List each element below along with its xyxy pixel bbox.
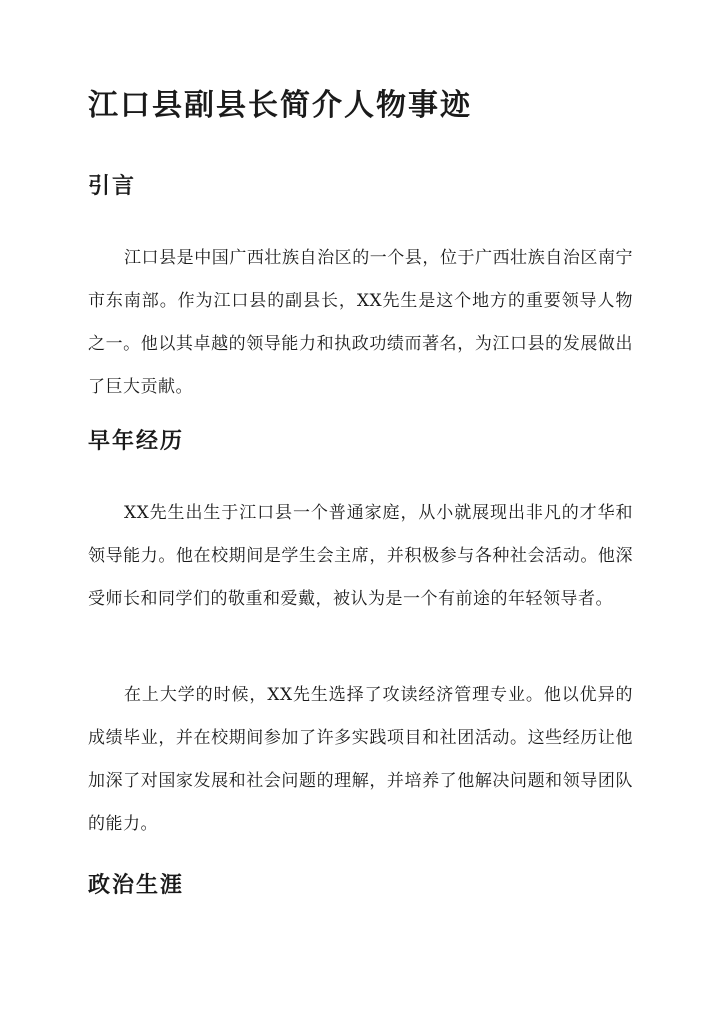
page-title: 江口县副县长简介人物事迹 [88,88,472,123]
early-life-paragraph-2: 在上大学的时候，XX先生选择了攻读经济管理专业。他以优异的成绩毕业，并在校期间参加了许多实践项目和社团活动。这些经历让他加深了对国家发展和社会问题的理解，并培养了他解决问题和领导团队的能力。 [88,685,633,834]
intro-paragraph: 江口县是中国广西壮族自治区的一个县，位于广西壮族自治区南宁市东南部。作为江口县的副县长，XX先生是这个地方的重要领导人物之一。他以其卓越的领导能力和执政功绩而著名，为江口县的发展做出了巨大贡献。 [88,248,633,397]
section-heading-intro: 引言 [88,173,137,199]
section-heading-political-career: 政治生涯 [88,872,185,898]
early-life-paragraph-1: XX先生出生于江口县一个普通家庭，从小就展现出非凡的才华和领导能力。他在校期间是学生会主席，并积极参与各种社会活动。他深受师长和同学们的敬重和爱戴，被认为是一个有前途的年轻领导者。 [88,503,633,609]
section-heading-early-life: 早年经历 [88,428,185,454]
